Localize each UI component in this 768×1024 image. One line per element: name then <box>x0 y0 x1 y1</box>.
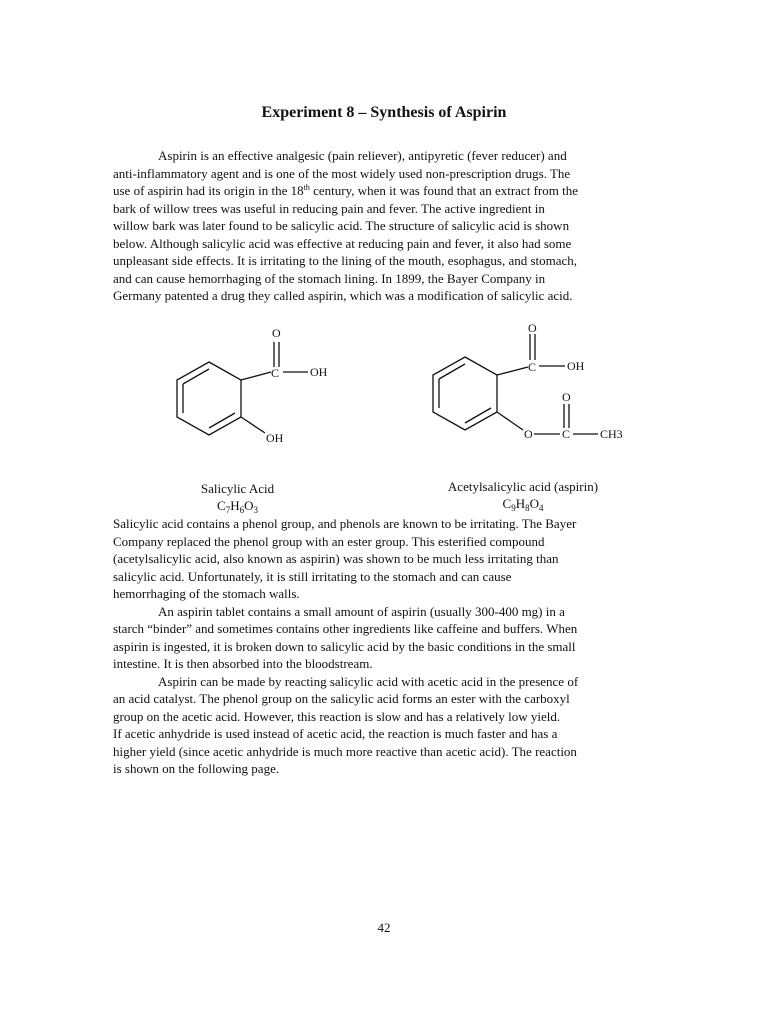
carbon-label: C <box>528 360 537 374</box>
paragraph-line: group on the acetic acid. However, this reaction is slow and has a relatively low yield. <box>113 708 561 724</box>
superscript: th <box>303 183 310 192</box>
paragraph-line: bark of willow trees was useful in reducing pain and fever. The active ingredient in <box>113 200 545 216</box>
page-title: Experiment 8 – Synthesis of Aspirin <box>261 104 507 121</box>
paragraph-line: willow bark was later found to be salicylic acid. The structure of salicylic acid is shown <box>113 218 570 233</box>
hydroxyl-label: OH <box>310 365 328 379</box>
compound-name: Acetylsalicylic acid (aspirin) <box>447 479 599 494</box>
paragraph-line: Aspirin is an effective analgesic (pain reliever), antipyretic (fever reducer) and <box>158 148 567 163</box>
methyl-label: CH3 <box>600 427 623 441</box>
paragraph-line: Aspirin can be made by reacting salicylic acid with acetic acid in the presence of <box>158 673 579 689</box>
compound-name: Salicylic Acid <box>200 481 275 496</box>
paragraph-line: starch “binder” and sometimes contains other ingredients like caffeine and buffers. When <box>113 621 578 636</box>
intro-paragraph <box>113 147 653 305</box>
paragraph-line: Germany patented a drug they called aspirin, which was a modification of salicylic acid. <box>113 288 573 303</box>
paragraph-line: salicylic acid. Unfortunately, it is still irritating to the stomach and can cause <box>113 568 512 584</box>
paragraph-line: below. Although salicylic acid was effective at reducing pain and fever, it also had some <box>113 235 572 251</box>
aspirin-structure <box>420 315 640 450</box>
paragraph-line: an acid catalyst. The phenol group on the salicylic acid forms an ester with the carboxyl <box>113 691 570 706</box>
salicylic-acid-structure <box>165 320 365 455</box>
hydroxyl-label: OH <box>567 359 585 373</box>
paragraph-line: An aspirin tablet contains a small amount of aspirin (usually 300-400 mg) in a <box>158 603 565 619</box>
paragraph-line: anti-inflammatory agent and is one of the most widely used non-prescription drugs. The <box>113 165 571 181</box>
salicylic-acid-caption <box>160 480 315 514</box>
oxygen-label: O <box>528 321 537 335</box>
body-text <box>113 515 653 778</box>
paragraph-line: unpleasant side effects. It is irritating to the lining of the mouth, esophagus, and stomach, <box>113 253 578 268</box>
paragraph-line: intestine. It is then absorbed into the bloodstream. <box>113 656 373 671</box>
compound-formula: $C_9H_8O_4$ <box>502 496 544 513</box>
ester-oxygen-label: O <box>524 427 533 441</box>
paragraph-line: higher yield (since acetic anhydride is much more reactive than acetic acid). The reaction <box>113 743 577 759</box>
carbon-label: C <box>271 366 280 380</box>
paragraph-line: is shown on the following page. <box>113 761 280 776</box>
aspirin-caption <box>418 478 628 512</box>
paragraph-line: aspirin is ingested, it is broken down to salicylic acid by the basic conditions in the small <box>113 638 576 654</box>
compound-formula: $C_7H_6O_3$ <box>217 498 258 515</box>
paragraph-line: (acetylsalicylic acid, also known as aspirin) was shown to be much less irritating than <box>113 551 559 566</box>
carbon-label: C <box>562 427 571 441</box>
page-number: 42 <box>377 920 391 935</box>
paragraph-line: Salicylic acid contains a phenol group, and phenols are known to be irritating. The Bayer <box>113 516 577 531</box>
oxygen-label: O <box>272 326 281 340</box>
paragraph-line: and can cause hemorrhaging of the stomach lining. In 1899, the Bayer Company in <box>113 270 546 286</box>
paragraph-line: hemorrhaging of the stomach walls. <box>113 586 300 601</box>
hydroxyl-label: OH <box>266 431 284 445</box>
paragraph-line: Company replaced the phenol group with an ester group. This esterified compound <box>113 533 545 549</box>
oxygen-label: O <box>562 390 571 404</box>
paragraph-line: use of aspirin had its origin in the 18th century, when it was found that an extract from the <box>113 183 578 198</box>
paragraph-line: If acetic anhydride is used instead of acetic acid, the reaction is much faster and has a <box>113 726 558 741</box>
